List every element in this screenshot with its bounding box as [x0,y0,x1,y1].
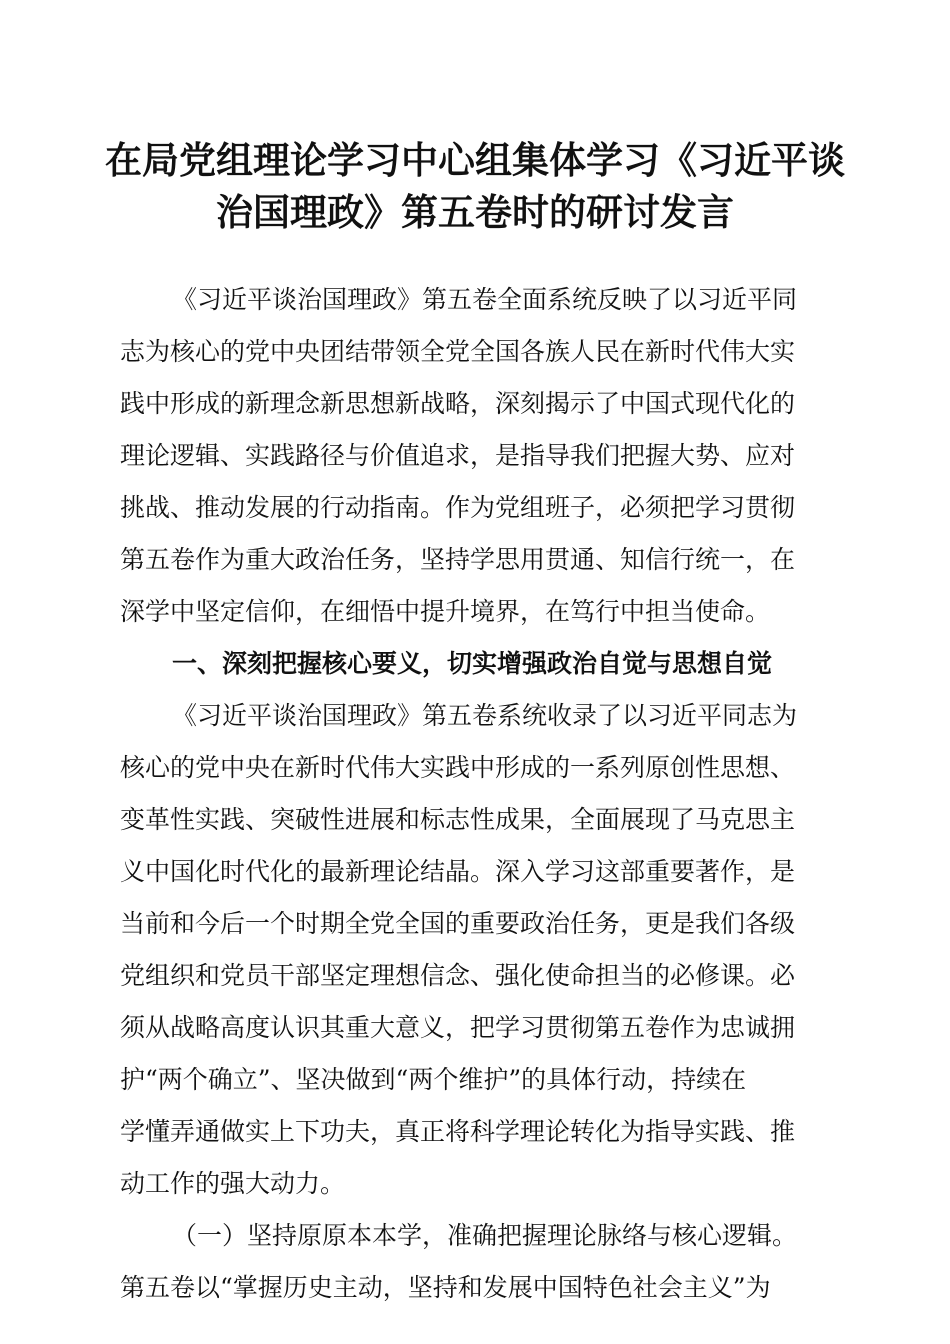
paragraph-line: 《习近平谈治国理政》第五卷系统收录了以习近平同志为 [172,701,798,730]
paragraph-line: 党组织和党员干部坚定理想信念、强化使命担当的必修课。必 [120,961,796,990]
paragraph-line: 践中形成的新理念新思想新战略，深刻揭示了中国式现代化的 [120,389,796,418]
document-title-line-1: 在局党组理论学习中心组集体学习《习近平谈 [105,138,845,182]
paragraph-line: 义中国化时代化的最新理论结晶。深入学习这部重要著作，是 [120,857,796,886]
subsection-heading: （一）坚持原原本本学，准确把握理论脉络与核心逻辑。 [172,1221,798,1250]
paragraph-line: 当前和今后一个时期全党全国的重要政治任务，更是我们各级 [120,909,796,938]
paragraph-line: 志为核心的党中央团结带领全党全国各族人民在新时代伟大实 [120,337,796,366]
section-heading: 一、深刻把握核心要义，切实增强政治自觉与思想自觉 [172,649,773,678]
paragraph-line: 学懂弄通做实上下功夫，真正将科学理论转化为指导实践、推 [120,1117,796,1146]
paragraph-line: 护“两个确立”、坚决做到“两个维护”的具体行动，持续在 [120,1065,747,1094]
paragraph-line: 须从战略高度认识其重大意义，把学习贯彻第五卷作为忠诚拥 [120,1013,796,1042]
paragraph-line: 《习近平谈治国理政》第五卷全面系统反映了以习近平同 [172,285,798,314]
paragraph-line: 动工作的强大动力。 [120,1169,346,1198]
paragraph-line: 理论逻辑、实践路径与价值追求，是指导我们把握大势、应对 [120,441,796,470]
document-title-line-2: 治国理政》第五卷时的研讨发言 [216,190,734,234]
paragraph-line: 深学中坚定信仰，在细悟中提升境界，在笃行中担当使命。 [120,597,771,626]
paragraph-line: 第五卷作为重大政治任务，坚持学思用贯通、知信行统一，在 [120,545,796,574]
paragraph-line: 核心的党中央在新时代伟大实践中形成的一系列原创性思想、 [120,753,796,782]
paragraph-line: 第五卷以“掌握历史主动，坚持和发展中国特色社会主义”为 [120,1273,771,1302]
paragraph-line: 变革性实践、突破性进展和标志性成果，全面展现了马克思主 [120,805,796,834]
paragraph-line: 挑战、推动发展的行动指南。作为党组班子，必须把学习贯彻 [120,493,796,522]
